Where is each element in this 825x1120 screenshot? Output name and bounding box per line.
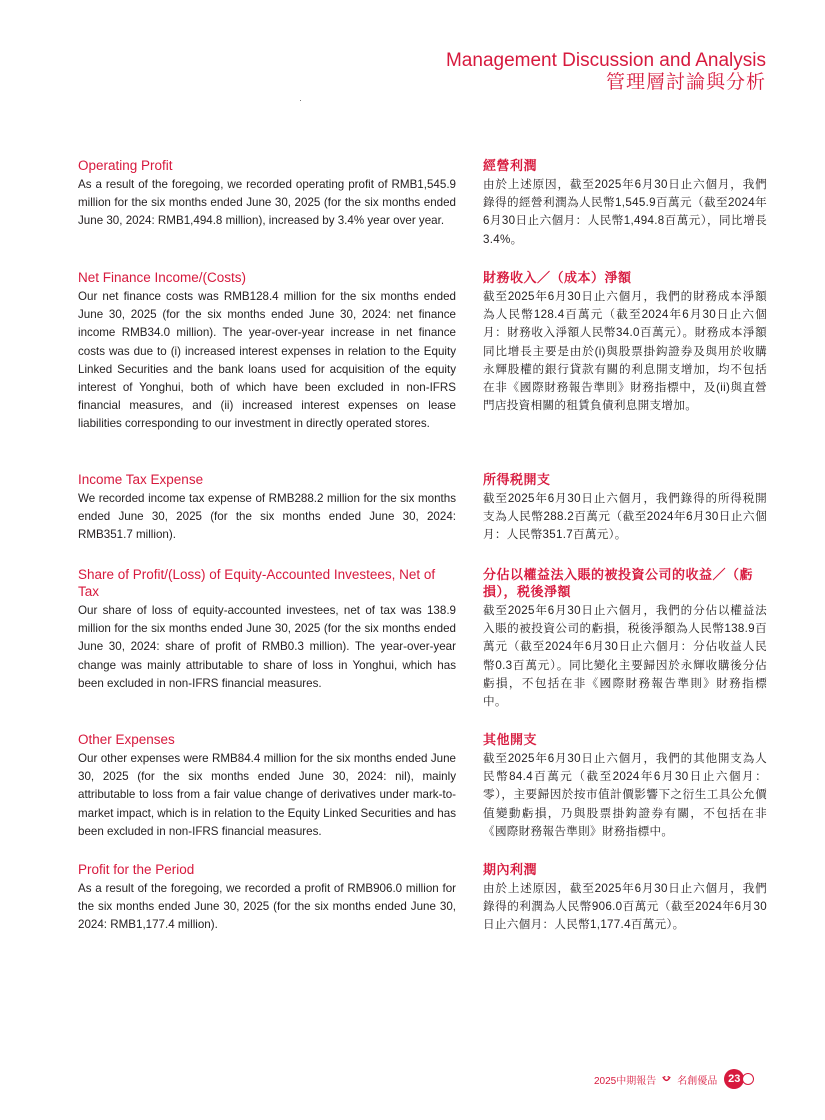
- header-title-en: Management Discussion and Analysis: [445, 50, 766, 71]
- section-other-expenses-zh: [483, 731, 767, 841]
- section-title: 其他開支: [483, 732, 538, 747]
- section-profit-period-zh: [483, 861, 767, 935]
- stray-dot: [300, 100, 301, 101]
- section-body: 截至2025年6月30日止六個月，我們的其他開支為人民幣84.4百萬元（截至2024年6月30日止六個月：零），主要歸因於按市值計價影響下之衍生工具公允價值變動虧損，乃與股票掛鈎證券有關，不包括在非《國際財務報告準則》財務指標中。: [483, 752, 767, 838]
- section-body: 截至2025年6月30日止六個月，我們的分佔以權益法入賬的被投資公司的虧損，税後淨額為人民幣138.9百萬元（截至2024年6月30日止六個月：分佔收益人民幣0.3百萬元）。同比變化主要歸因於永輝收購後分佔虧損，不包括在非《國際財務報告準則》財務指標中。: [483, 604, 767, 709]
- page-number: 23: [724, 1069, 744, 1089]
- section-body: 截至2025年6月30日止六個月，我們錄得的所得税開支為人民幣288.2百萬元（截至2024年6月30日止六個月：人民幣351.7百萬元）。: [483, 492, 767, 542]
- section-operating-profit-zh: [483, 157, 767, 249]
- page-header: [446, 50, 766, 94]
- section-title: 分佔以權益法入賬的被投資公司的收益／（虧損），税後淨額: [483, 567, 754, 599]
- section-body: Our other expenses were RMB84.4 million for the six months ended June 30, 2025 (for the six months ended June 30, 2024: nil), mainly attributable to loss from a fair value change of derivatives under mark-to-market impact, which is in relation to the Equity Linked Securities and has been excluded in non-IFRS financial measures.: [78, 752, 456, 838]
- page-ring-icon: [742, 1073, 754, 1085]
- section-body: 由於上述原因，截至2025年6月30日止六個月，我們錄得的利潤為人民幣906.0百萬元（截至2024年6月30日止六個月：人民幣1,177.4百萬元）。: [483, 882, 767, 932]
- section-body: 由於上述原因，截至2025年6月30日止六個月，我們錄得的經營利潤為人民幣1,545.9百萬元（截至2024年6月30日止六個月：人民幣1,494.8百萬元），同比增長3.4%。: [483, 178, 767, 246]
- section-profit-period-en: [78, 861, 456, 935]
- section-title: 財務收入／（成本）淨額: [483, 270, 632, 285]
- section-title: 所得税開支: [483, 472, 551, 487]
- section-income-tax-zh: [483, 471, 767, 545]
- section-net-finance-zh: [483, 269, 767, 415]
- section-title: Share of Profit/(Loss) of Equity-Accounted Investees, Net of Tax: [78, 567, 436, 599]
- section-net-finance-en: [78, 269, 456, 434]
- section-body: We recorded income tax expense of RMB288.2 million for the six months ended June 30, 2025 (for the six months ended June 30, 2024: RMB351.7 million).: [78, 492, 456, 542]
- section-other-expenses-en: [78, 731, 456, 841]
- footer-brand: 名創優品: [677, 1075, 718, 1087]
- section-body: As a result of the foregoing, we recorded a profit of RMB906.0 million for the six months ended June 30, 2025 (for the six months ended June 30, 2024: RMB1,177.4 million).: [78, 882, 456, 932]
- section-income-tax-en: [78, 471, 456, 545]
- page-footer: [594, 1066, 754, 1092]
- section-title: 經營利潤: [483, 158, 538, 173]
- section-title: Income Tax Expense: [78, 472, 204, 487]
- header-title-zh: 管理層討論與分析: [605, 72, 766, 93]
- section-body: As a result of the foregoing, we recorded operating profit of RMB1,545.9 million for the six months ended June 30, 2025 (for the six months ended June 30, 2024: RMB1,494.8 million), increased by 3.4% year over year.: [78, 178, 456, 228]
- brand-logo-icon: [662, 1075, 671, 1084]
- section-body: Our net finance costs was RMB128.4 million for the six months ended June 30, 2025 (for the six months ended June 30, 2024: net finance income RMB34.0 million). The year-over-year increase in net finance costs was due to (i) increased interest expenses in relation to the Equity Linked Securities and the bank loans used for acquisition of the equity interest of Yonghui, both of which have been excluded in non-IFRS financial measures, and (ii) increased interest expenses on lease liabilities corresponding to our investment in directly operated stores.: [78, 290, 456, 431]
- section-operating-profit-en: [78, 157, 456, 231]
- section-title: 期內利潤: [483, 862, 538, 877]
- section-title: Profit for the Period: [78, 862, 195, 877]
- section-body: Our share of loss of equity-accounted investees, net of tax was 138.9 million for the six months ended June 30, 2025 (for the six months ended June 30, 2024: share of profit of RMB0.3 million). The year-over-year change was mainly attributable to share of loss in Yonghui, which has been excluded in non-IFRS financial measures.: [78, 604, 456, 690]
- section-title: Other Expenses: [78, 732, 175, 747]
- section-title: Net Finance Income/(Costs): [78, 270, 247, 285]
- section-body: 截至2025年6月30日止六個月，我們的財務成本淨額為人民幣128.4百萬元（截至2024年6月30日止六個月：財務收入淨額人民幣34.0百萬元）。財務成本淨額同比增長主要是由於(i)與股票掛鈎證券及與用於收購永輝股權的銀行貸款有關的利息開支增加，均不包括在非《國際財務報告準則》財務指標中，及(ii)與直營門店投資相關的租賃負債利息開支增加。: [483, 290, 767, 413]
- section-equity-investees-zh: [483, 566, 767, 711]
- footer-report-name: 2025中期報告: [594, 1075, 657, 1087]
- section-title: Operating Profit: [78, 158, 173, 173]
- section-equity-investees-en: [78, 566, 456, 693]
